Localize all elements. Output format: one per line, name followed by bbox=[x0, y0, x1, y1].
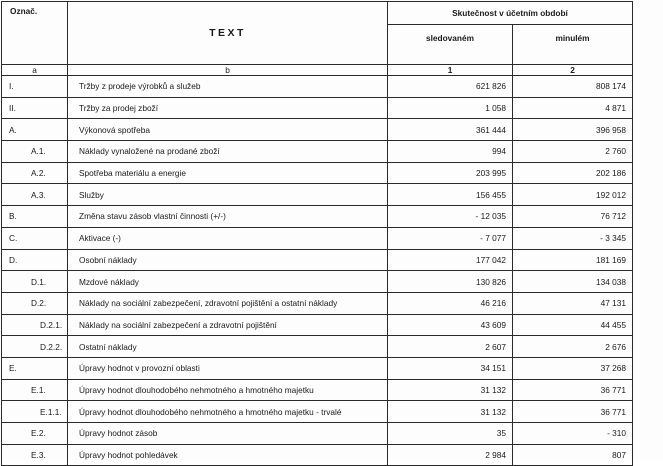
row-current-value: - 7 077 bbox=[388, 227, 513, 249]
row-code: D.2. bbox=[2, 292, 68, 314]
table-row bbox=[2, 119, 633, 141]
table-row bbox=[2, 141, 633, 163]
row-text: Změna stavu zásob vlastní činnosti (+/-) bbox=[68, 206, 388, 228]
row-previous-value: 192 012 bbox=[513, 184, 633, 206]
table-row bbox=[2, 206, 633, 228]
row-current-value: 203 995 bbox=[388, 162, 513, 184]
table-row bbox=[2, 76, 633, 98]
income-statement-table bbox=[1, 1, 633, 466]
col-a-label: a bbox=[2, 65, 68, 76]
row-text: Úpravy hodnot zásob bbox=[68, 423, 388, 445]
row-code: E.1. bbox=[2, 379, 68, 401]
row-text: Výkonová spotřeba bbox=[68, 119, 388, 141]
table-row bbox=[2, 97, 633, 119]
col-1-label: 1 bbox=[388, 65, 513, 76]
row-current-value: 31 132 bbox=[388, 401, 513, 423]
row-code: D.1. bbox=[2, 271, 68, 293]
current-period-header: sledovaném bbox=[388, 25, 513, 65]
row-current-value: 31 132 bbox=[388, 379, 513, 401]
table-row bbox=[2, 444, 633, 466]
table-row bbox=[2, 357, 633, 379]
row-text: Úpravy hodnot pohledávek bbox=[68, 444, 388, 466]
row-previous-value: 134 038 bbox=[513, 271, 633, 293]
row-code: A.3. bbox=[2, 184, 68, 206]
row-current-value: 46 216 bbox=[388, 292, 513, 314]
col-2-label: 2 bbox=[513, 65, 633, 76]
row-text: Spotřeba materiálu a energie bbox=[68, 162, 388, 184]
table-row bbox=[2, 336, 633, 358]
col-b-label: b bbox=[68, 65, 388, 76]
table-row bbox=[2, 184, 633, 206]
row-previous-value: 181 169 bbox=[513, 249, 633, 271]
row-code: D.2.1. bbox=[2, 314, 68, 336]
row-code: I. bbox=[2, 76, 68, 98]
row-current-value: 2 984 bbox=[388, 444, 513, 466]
row-previous-value: - 3 345 bbox=[513, 227, 633, 249]
table-row bbox=[2, 249, 633, 271]
row-code: A.2. bbox=[2, 162, 68, 184]
row-code: A.1. bbox=[2, 141, 68, 163]
row-text: Náklady na sociální zabezpečení, zdravotní pojištění a ostatní náklady bbox=[68, 292, 388, 314]
previous-period-header: minulém bbox=[513, 25, 633, 65]
text-header: TEXT bbox=[68, 2, 388, 65]
table-row bbox=[2, 227, 633, 249]
row-code: D.2.2. bbox=[2, 336, 68, 358]
row-text: Úpravy hodnot dlouhodobého nehmotného a hmotného majetku - trvalé bbox=[68, 401, 388, 423]
row-previous-value: 36 771 bbox=[513, 401, 633, 423]
code-header: Označ. bbox=[2, 2, 68, 65]
row-previous-value: 44 455 bbox=[513, 314, 633, 336]
row-text: Náklady na sociální zabezpečení a zdravotní pojištění bbox=[68, 314, 388, 336]
row-previous-value: 807 bbox=[513, 444, 633, 466]
row-current-value: 35 bbox=[388, 423, 513, 445]
row-previous-value: 76 712 bbox=[513, 206, 633, 228]
row-previous-value: 4 871 bbox=[513, 97, 633, 119]
row-code: A. bbox=[2, 119, 68, 141]
row-previous-value: 47 131 bbox=[513, 292, 633, 314]
row-code: B. bbox=[2, 206, 68, 228]
row-current-value: 361 444 bbox=[388, 119, 513, 141]
row-current-value: - 12 035 bbox=[388, 206, 513, 228]
row-previous-value: 2 760 bbox=[513, 141, 633, 163]
row-code: D. bbox=[2, 249, 68, 271]
row-previous-value: 37 268 bbox=[513, 357, 633, 379]
row-code: E.2. bbox=[2, 423, 68, 445]
table-row bbox=[2, 423, 633, 445]
row-text: Ostatní náklady bbox=[68, 336, 388, 358]
row-text: Náklady vynaložené na prodané zboží bbox=[68, 141, 388, 163]
row-text: Tržby z prodeje výrobků a služeb bbox=[68, 76, 388, 98]
row-code: E.3. bbox=[2, 444, 68, 466]
row-previous-value: 396 958 bbox=[513, 119, 633, 141]
row-current-value: 2 607 bbox=[388, 336, 513, 358]
period-header: Skutečnost v účetním období bbox=[388, 2, 633, 25]
row-current-value: 1 058 bbox=[388, 97, 513, 119]
row-previous-value: 2 676 bbox=[513, 336, 633, 358]
row-current-value: 621 826 bbox=[388, 76, 513, 98]
row-text: Osobní náklady bbox=[68, 249, 388, 271]
table-row bbox=[2, 271, 633, 293]
row-text: Aktivace (-) bbox=[68, 227, 388, 249]
row-text: Úpravy hodnot v provozní oblasti bbox=[68, 357, 388, 379]
table-row bbox=[2, 379, 633, 401]
row-previous-value: 808 174 bbox=[513, 76, 633, 98]
table-row bbox=[2, 292, 633, 314]
row-current-value: 177 042 bbox=[388, 249, 513, 271]
row-code: E. bbox=[2, 357, 68, 379]
row-current-value: 43 609 bbox=[388, 314, 513, 336]
row-previous-value: - 310 bbox=[513, 423, 633, 445]
row-code: E.1.1. bbox=[2, 401, 68, 423]
row-current-value: 130 826 bbox=[388, 271, 513, 293]
table-row bbox=[2, 401, 633, 423]
row-current-value: 994 bbox=[388, 141, 513, 163]
row-text: Mzdové náklady bbox=[68, 271, 388, 293]
row-code: II. bbox=[2, 97, 68, 119]
row-code: C. bbox=[2, 227, 68, 249]
table-row bbox=[2, 314, 633, 336]
row-current-value: 34 151 bbox=[388, 357, 513, 379]
row-current-value: 156 455 bbox=[388, 184, 513, 206]
row-text: Úpravy hodnot dlouhodobého nehmotného a hmotného majetku bbox=[68, 379, 388, 401]
column-index-row bbox=[2, 65, 633, 76]
table-row bbox=[2, 162, 633, 184]
row-previous-value: 36 771 bbox=[513, 379, 633, 401]
header-row bbox=[2, 2, 633, 25]
row-text: Služby bbox=[68, 184, 388, 206]
row-text: Tržby za prodej zboží bbox=[68, 97, 388, 119]
row-previous-value: 202 186 bbox=[513, 162, 633, 184]
